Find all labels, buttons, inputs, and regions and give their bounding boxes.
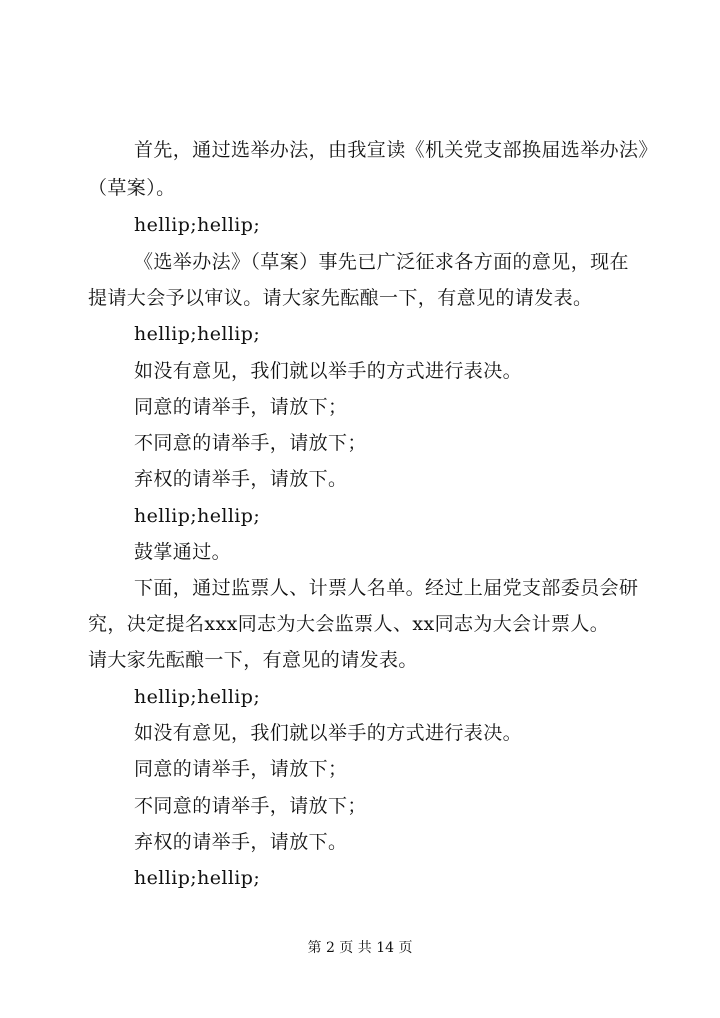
- paragraph-line: 下面，通过监票人、计票人名单。经过上届党支部委员会研: [134, 577, 639, 599]
- paragraph-line: 提请大会予以审议。请大家先酝酿一下，有意见的请发表。: [88, 287, 593, 309]
- paragraph-line: 究，决定提名xxx同志为大会监票人、xx同志为大会计票人。: [88, 613, 610, 635]
- paragraph-line: （草案）。: [88, 177, 176, 199]
- paragraph-line: 鼓掌通过。: [134, 541, 232, 563]
- page-number-footer: 第 2 页 共 14 页: [307, 940, 413, 956]
- paragraph-line: 弃权的请举手，请放下。: [134, 468, 348, 490]
- paragraph-line: 同意的请举手，请放下；: [134, 758, 348, 780]
- paragraph-line: 请大家先酝酿一下，有意见的请发表。: [88, 649, 418, 671]
- paragraph-line: hellip;hellip;: [134, 867, 261, 889]
- paragraph-line: 不同意的请举手，请放下；: [134, 795, 367, 817]
- paragraph-line: 如没有意见，我们就以举手的方式进行表决。: [134, 722, 523, 744]
- paragraph-line: 弃权的请举手，请放下。: [134, 831, 348, 853]
- paragraph-line: hellip;hellip;: [134, 214, 261, 236]
- paragraph-line: 如没有意见，我们就以举手的方式进行表决。: [134, 360, 523, 382]
- paragraph-line: 同意的请举手，请放下；: [134, 396, 348, 418]
- paragraph-line: hellip;hellip;: [134, 505, 261, 527]
- paragraph-line: hellip;hellip;: [134, 323, 261, 345]
- paragraph-line: hellip;hellip;: [134, 686, 261, 708]
- paragraph-line: 《选举办法》（草案）事先已广泛征求各方面的意见，现在: [134, 251, 629, 273]
- paragraph-line: 首先，通过选举办法，由我宣读《机关党支部换届选举办法》: [134, 139, 658, 161]
- paragraph-line: 不同意的请举手，请放下；: [134, 432, 367, 454]
